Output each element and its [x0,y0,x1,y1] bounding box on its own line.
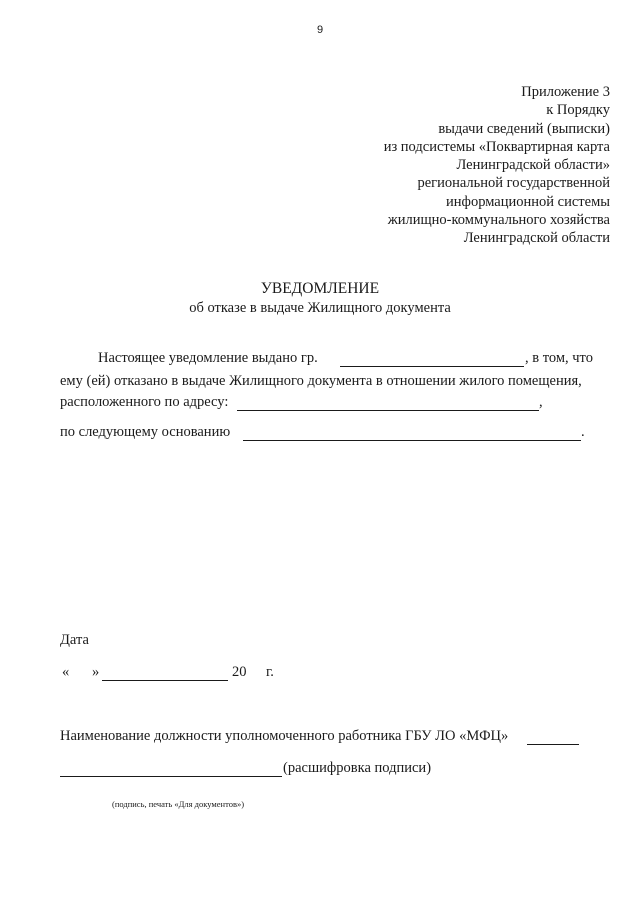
date-month-field[interactable] [102,667,228,681]
appendix-line: информационной системы [446,193,610,210]
appendix-line: жилищно-коммунального хозяйства [387,212,610,229]
document-subtitle: об отказе в выдаче Жилищного документа [189,300,451,316]
date-year-suffix: г. [266,664,274,680]
appendix-line: выдачи сведений (выписки) [438,120,610,137]
position-label: Наименование должности уполномоченного работника ГБУ ЛО «МФЦ» [60,728,509,744]
date-label: Дата [60,632,89,648]
position-field[interactable] [527,731,579,745]
address-field[interactable] [237,397,539,411]
basis-field[interactable] [243,427,581,441]
paragraph-line-2: ему (ей) отказано в выдаче Жилищного документа в отношении жилого помещения, [60,373,582,389]
page-number: 9 [316,24,324,36]
basis-end: . [581,424,585,440]
paragraph-line-3-start: расположенного по адресу: [60,394,229,410]
date-year-field[interactable] [250,667,264,680]
date-day-field[interactable] [72,667,92,680]
appendix-line: Ленинградской области» [456,157,610,174]
citizen-name-field[interactable] [340,353,524,367]
signature-field[interactable] [60,763,282,777]
signature-note: (подпись, печать «Для документов») [112,799,245,809]
document-title: УВЕДОМЛЕНИЕ [260,280,380,297]
appendix-line: из подсистемы «Поквартирная карта [383,138,610,155]
appendix-line: Приложение 3 [521,84,610,100]
paragraph-line-1-start: Настоящее уведомление выдано гр. [98,350,318,366]
paragraph-line-1-end: , в том, что [525,350,593,366]
paragraph-line-3-end: , [539,394,543,410]
appendix-reference [384,83,610,248]
basis-label: по следующему основанию [60,424,231,440]
appendix-line: региональной государственной [417,175,610,192]
appendix-line: Ленинградской области [463,230,610,247]
date-open-quote: « [62,664,70,680]
appendix-line: к Порядку [546,102,610,119]
date-year-prefix: 20 [232,664,247,680]
signature-decode-label: (расшифровка подписи) [283,760,432,776]
date-close-quote: » [92,664,100,680]
